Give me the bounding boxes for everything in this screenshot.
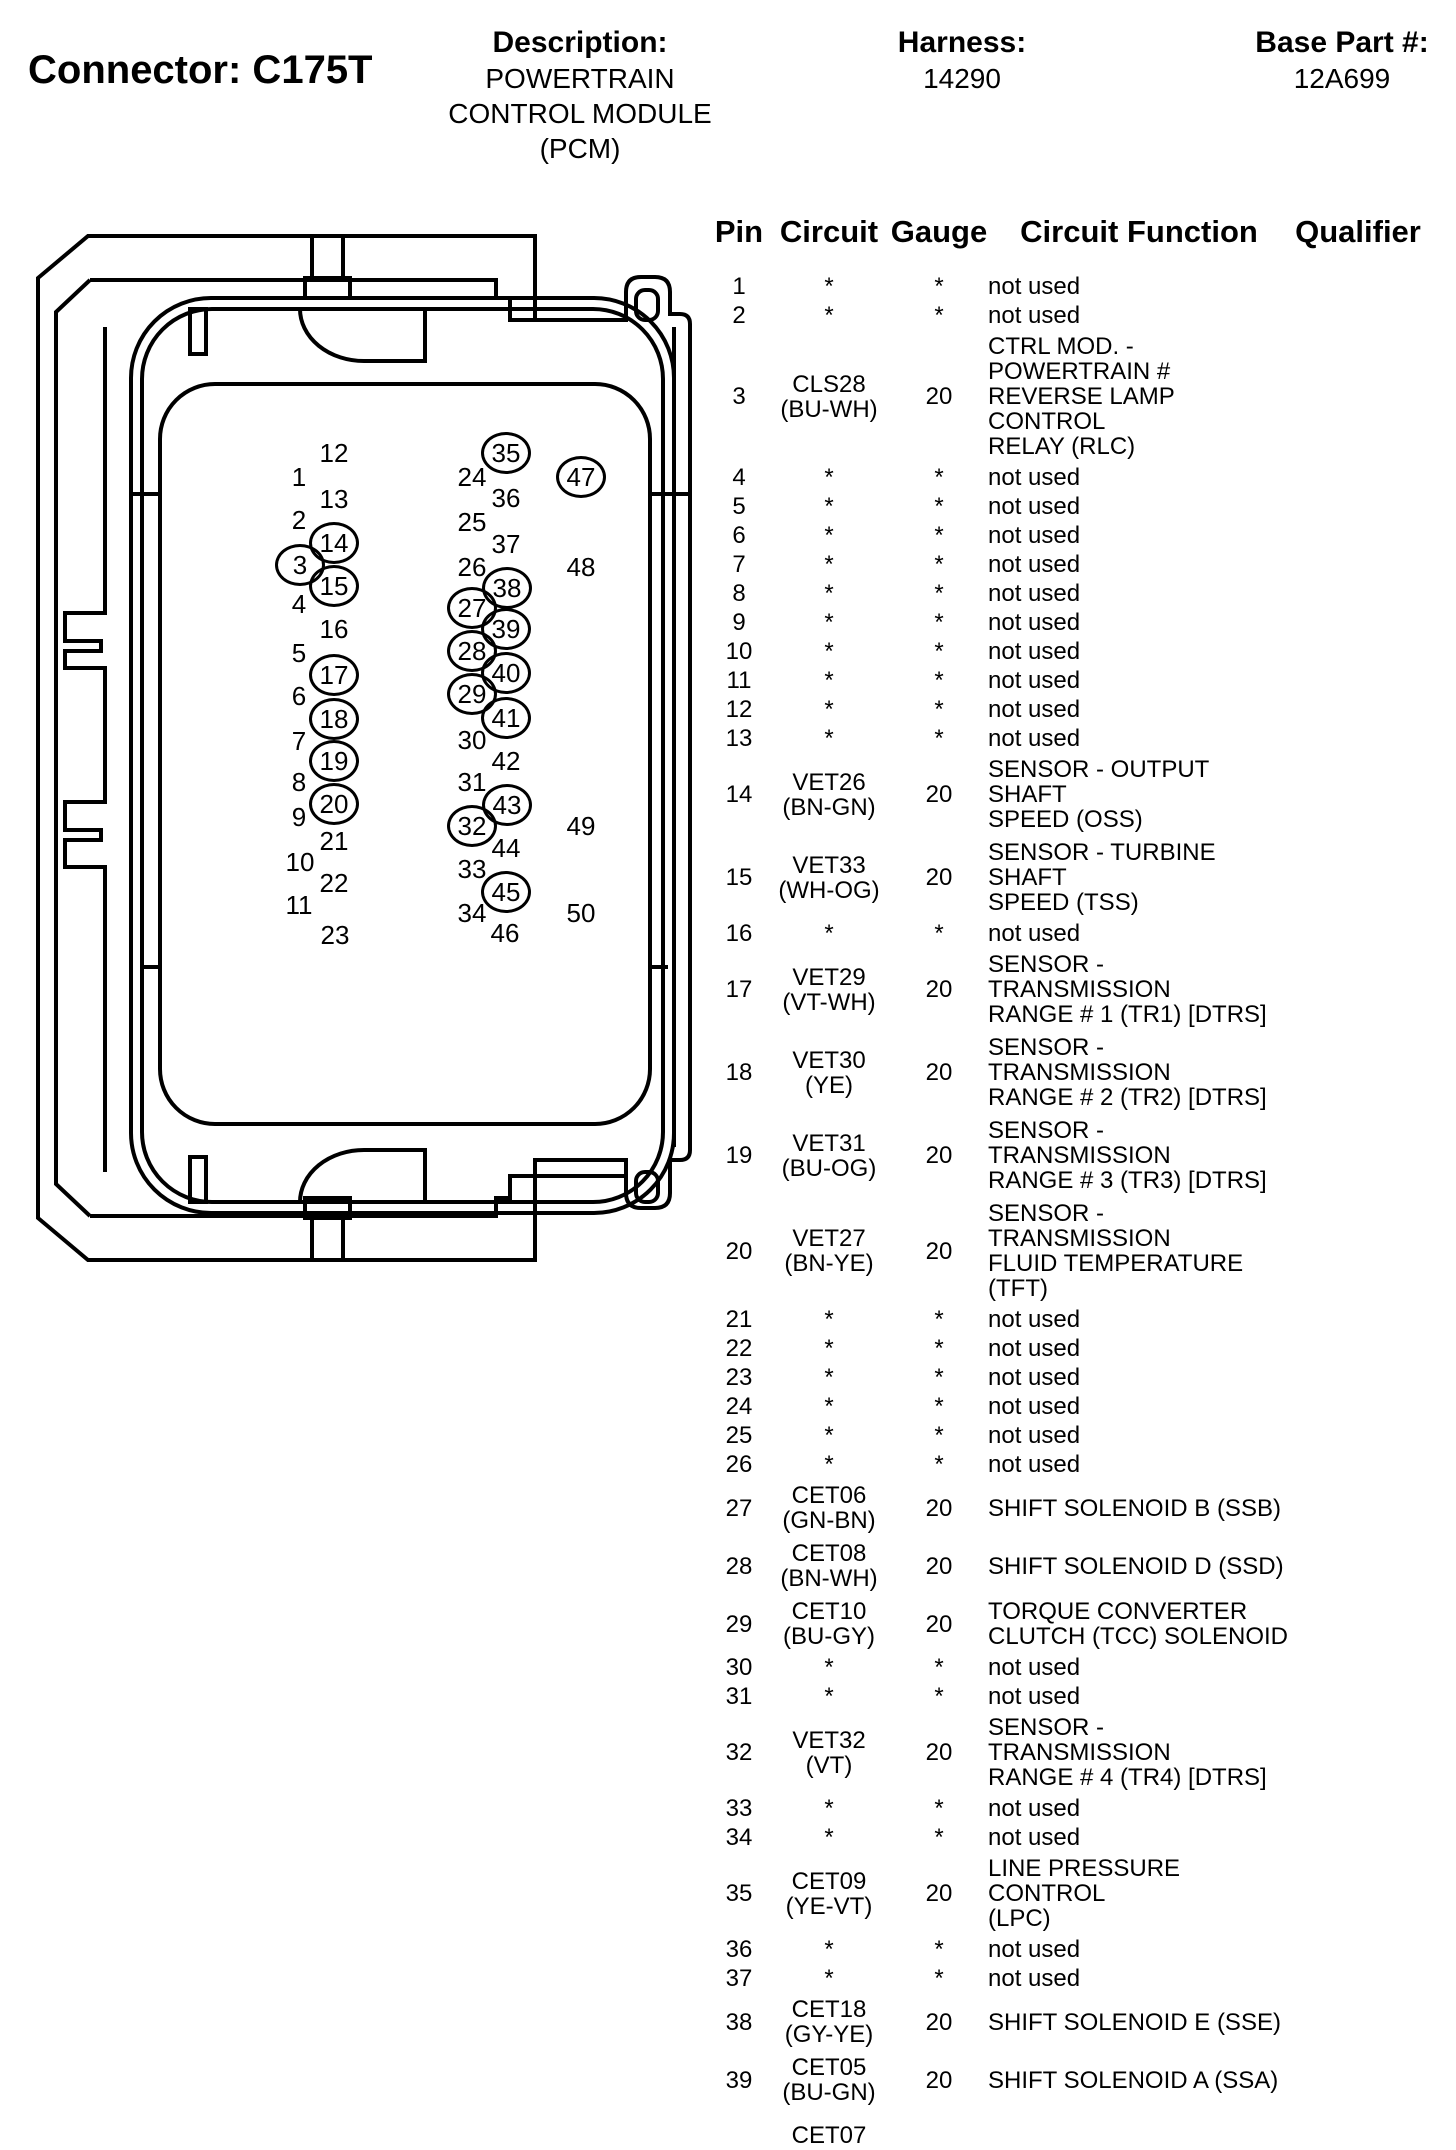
- diagram-pin-9: 9: [291, 802, 307, 832]
- pin-table-header: [710, 214, 1456, 250]
- diagram-pin-12: 12: [319, 438, 349, 468]
- function-cell: not used: [988, 1422, 1081, 1449]
- function-cell: not used: [988, 696, 1081, 723]
- diagram-pin-49: 49: [566, 811, 596, 841]
- diagram-pin-24: 24: [457, 462, 487, 492]
- table-row-pin-38: [710, 1993, 1456, 2051]
- circuit-cell: VET27 (BN-YE): [784, 1225, 874, 1277]
- function-cell: not used: [988, 273, 1081, 300]
- gauge-cell: 20: [925, 976, 953, 1003]
- function-cell: SHIFT SOLENOID B (SSB): [988, 1494, 1281, 1522]
- pin-cell: 35: [725, 1880, 753, 1907]
- circuit-cell: *: [824, 580, 834, 607]
- pin-cell: 24: [725, 1393, 753, 1420]
- table-row-pin-25: [710, 1421, 1456, 1450]
- function-cell: not used: [988, 302, 1081, 329]
- gauge-cell: *: [934, 725, 944, 752]
- pin-cell: 38: [725, 2008, 753, 2036]
- gauge-cell: *: [934, 551, 944, 578]
- page-title: Connector: C175T: [28, 48, 373, 92]
- diagram-pin-41: 41: [481, 697, 531, 739]
- pin-table-body: [710, 272, 1456, 2150]
- diagram-pin-10: 10: [285, 847, 315, 877]
- pin-cell: 25: [725, 1422, 753, 1449]
- pin-cell: 36: [725, 1936, 753, 1963]
- function-cell: not used: [988, 1393, 1081, 1420]
- function-cell: SENSOR - OUTPUT SHAFT SPEED (OSS): [988, 756, 1209, 833]
- column-header-gauge: Gauge: [890, 214, 988, 249]
- diagram-pin-2: 2: [291, 505, 307, 535]
- table-row-pin-3: [710, 330, 1456, 463]
- table-row-pin-7: [710, 550, 1456, 579]
- diagram-pin-4: 4: [291, 589, 307, 619]
- description-value-line1: POWERTRAIN: [485, 63, 675, 94]
- table-row-partial: [710, 2121, 1456, 2150]
- pin-cell: 13: [725, 725, 753, 752]
- pin-cell: 20: [725, 1237, 753, 1265]
- circuit-cell: *: [824, 551, 834, 578]
- function-cell: CTRL MOD. - POWERTRAIN # REVERSE LAMP CONTROL RELAY (RLC): [988, 333, 1175, 460]
- circuit-cell: CLS28 (BU-WH): [780, 370, 878, 423]
- function-cell: not used: [988, 638, 1081, 665]
- gauge-cell: *: [934, 1422, 944, 1449]
- table-row-pin-33: [710, 1794, 1456, 1823]
- diagram-pin-25: 25: [457, 507, 487, 537]
- base-part-label: Base Part #:: [1255, 26, 1429, 59]
- pin-cell: 17: [725, 976, 753, 1003]
- gauge-cell: *: [934, 696, 944, 723]
- pin-cell: 5: [732, 493, 746, 520]
- diagram-pin-21: 21: [319, 826, 349, 856]
- circuit-cell: *: [824, 1422, 834, 1449]
- circuit-cell: CET05 (BU-GN): [782, 2054, 876, 2106]
- connector-diagram: [28, 232, 693, 1267]
- table-row-pin-17: [710, 948, 1456, 1031]
- diagram-pin-19: 19: [309, 740, 359, 782]
- base-part-value: 12A699: [1293, 63, 1391, 94]
- harness-block: [862, 26, 1062, 95]
- pin-table: [710, 214, 1456, 2150]
- diagram-pin-6: 6: [291, 681, 307, 711]
- function-cell: SHIFT SOLENOID E (SSE): [988, 2008, 1281, 2036]
- diagram-pin-35: 35: [481, 432, 531, 474]
- circuit-cell: *: [824, 667, 834, 694]
- column-header-pin: Pin: [714, 214, 764, 249]
- table-row-pin-8: [710, 579, 1456, 608]
- gauge-cell: 20: [925, 781, 953, 808]
- diagram-pin-43: 43: [482, 784, 532, 826]
- table-row-pin-29: [710, 1595, 1456, 1653]
- pin-cell: 12: [725, 696, 753, 723]
- pin-cell: 32: [725, 1739, 753, 1766]
- diagram-pin-20: 20: [309, 783, 359, 825]
- gauge-cell: 20: [925, 1552, 953, 1580]
- pin-cell: 10: [725, 638, 753, 665]
- pin-cell: 23: [725, 1364, 753, 1391]
- diagram-pin-30: 30: [457, 725, 487, 755]
- outer-shell-outline: [38, 236, 690, 1260]
- table-row-pin-16: [710, 919, 1456, 948]
- table-row-pin-13: [710, 724, 1456, 753]
- circuit-cell: *: [824, 522, 834, 549]
- diagram-pin-8: 8: [291, 767, 307, 797]
- circuit-cell: *: [824, 609, 834, 636]
- pin-cell: 9: [732, 609, 746, 636]
- circuit-cell: *: [824, 1795, 834, 1822]
- table-row-pin-20: [710, 1197, 1456, 1305]
- gauge-cell: *: [934, 1824, 944, 1851]
- pin-cell: 31: [725, 1683, 753, 1710]
- pin-cell: 28: [725, 1552, 753, 1580]
- circuit-cell: *: [824, 1451, 834, 1478]
- function-cell: SENSOR - TRANSMISSION FLUID TEMPERATURE (TFT): [988, 1200, 1244, 1302]
- gauge-cell: *: [934, 493, 944, 520]
- diagram-pin-32: 32: [447, 805, 497, 847]
- gauge-cell: 20: [925, 1494, 953, 1522]
- pin-cell: 34: [725, 1824, 753, 1851]
- circuit-cell: CET09 (YE-VT): [785, 1867, 873, 1920]
- gauge-cell: *: [934, 1654, 944, 1681]
- pin-cell: 16: [725, 920, 753, 947]
- diagram-pin-17: 17: [309, 654, 359, 696]
- function-cell: not used: [988, 1364, 1081, 1391]
- function-cell: SENSOR - TRANSMISSION RANGE # 3 (TR3) [DTRS]: [988, 1117, 1267, 1194]
- diagram-pin-23: 23: [320, 920, 350, 950]
- table-row-pin-39: [710, 2051, 1456, 2109]
- circuit-cell: *: [824, 696, 834, 723]
- pin-cell: 19: [725, 1142, 753, 1169]
- function-cell: not used: [988, 464, 1081, 491]
- function-cell: LINE PRESSURE CONTROL (LPC): [988, 1855, 1181, 1932]
- description-value-line2: CONTROL MODULE: [448, 98, 712, 129]
- diagram-pin-11: 11: [285, 890, 313, 920]
- function-cell: not used: [988, 580, 1081, 607]
- function-cell: not used: [988, 1824, 1081, 1851]
- column-header-qualifier: Qualifier: [1295, 214, 1421, 249]
- diagram-pin-16: 16: [319, 614, 349, 644]
- base-part-block: [1232, 26, 1452, 95]
- function-cell: not used: [988, 667, 1081, 694]
- pin-cell: 33: [725, 1795, 753, 1822]
- gauge-cell: *: [934, 1965, 944, 1992]
- function-cell: SENSOR - TRANSMISSION RANGE # 1 (TR1) [DTRS]: [988, 951, 1267, 1028]
- gauge-cell: *: [934, 273, 944, 300]
- gauge-cell: *: [934, 580, 944, 607]
- gauge-cell: 20: [925, 1142, 953, 1169]
- description-value-line3: (PCM): [539, 133, 621, 164]
- gauge-cell: *: [934, 638, 944, 665]
- gauge-cell: 20: [925, 2008, 953, 2036]
- gauge-cell: *: [934, 1936, 944, 1963]
- diagram-pin-14: 14: [309, 522, 359, 564]
- gauge-cell: *: [934, 1364, 944, 1391]
- function-cell: SENSOR - TURBINE SHAFT SPEED (TSS): [988, 839, 1216, 916]
- circuit-cell: *: [824, 1683, 834, 1710]
- diagram-pin-29: 29: [447, 673, 497, 715]
- circuit-cell: VET32 (VT): [792, 1726, 866, 1779]
- diagram-pin-36: 36: [491, 483, 521, 513]
- circuit-cell: *: [824, 638, 834, 665]
- table-row-pin-24: [710, 1392, 1456, 1421]
- function-cell: not used: [988, 1335, 1081, 1362]
- circuit-cell: *: [824, 1654, 834, 1681]
- pin-cell: 2: [732, 302, 746, 329]
- function-cell: SENSOR - TRANSMISSION RANGE # 2 (TR2) [DTRS]: [988, 1034, 1267, 1111]
- gauge-cell: 20: [925, 383, 953, 410]
- function-cell: SHIFT SOLENOID D (SSD): [988, 1552, 1284, 1580]
- diagram-pin-50: 50: [566, 898, 596, 928]
- diagram-pin-38: 38: [482, 567, 532, 609]
- function-cell: not used: [988, 493, 1081, 520]
- function-cell: not used: [988, 1936, 1081, 1963]
- table-row-pin-14: [710, 753, 1456, 836]
- circuit-cell: CET10 (BU-GY): [783, 1598, 875, 1650]
- description-block: [430, 26, 730, 165]
- circuit-cell: *: [824, 1335, 834, 1362]
- gauge-cell: *: [934, 1683, 944, 1710]
- table-row-pin-32: [710, 1711, 1456, 1794]
- pin-cell: 14: [725, 781, 753, 808]
- circuit-cell: *: [824, 725, 834, 752]
- circuit-cell: *: [824, 273, 834, 300]
- table-row-pin-21: [710, 1305, 1456, 1334]
- table-row-pin-19: [710, 1114, 1456, 1197]
- function-cell: not used: [988, 1451, 1081, 1478]
- pin-cell: 39: [725, 2066, 753, 2094]
- circuit-cell: *: [824, 1824, 834, 1851]
- pin-cell: 15: [725, 864, 753, 891]
- pin-cell: 30: [725, 1654, 753, 1681]
- circuit-cell: *: [824, 920, 834, 947]
- circuit-cell: VET30 (YE): [792, 1046, 866, 1099]
- function-cell: SHIFT SOLENOID A (SSA): [988, 2066, 1279, 2094]
- circuit-cell: VET31 (BU-OG): [781, 1129, 877, 1182]
- diagram-pin-5: 5: [291, 638, 307, 668]
- circuit-cell: *: [824, 1936, 834, 1963]
- diagram-pin-34: 34: [457, 898, 487, 928]
- diagram-pin-37: 37: [491, 529, 521, 559]
- diagram-pin-13: 13: [319, 484, 349, 514]
- table-row-pin-23: [710, 1363, 1456, 1392]
- circuit-cell: CET07: [791, 2122, 867, 2149]
- pin-cell: 7: [732, 551, 746, 578]
- table-row-pin-15: [710, 836, 1456, 919]
- table-row-pin-18: [710, 1031, 1456, 1114]
- diagram-pin-33: 33: [457, 854, 487, 884]
- diagram-pin-28: 28: [447, 630, 497, 672]
- function-cell: TORQUE CONVERTER CLUTCH (TCC) SOLENOID: [988, 1598, 1289, 1650]
- circuit-cell: CET08 (BN-WH): [780, 1540, 878, 1592]
- gauge-cell: 20: [925, 1237, 953, 1265]
- pin-cell: 8: [732, 580, 746, 607]
- circuit-cell: *: [824, 1364, 834, 1391]
- circuit-cell: VET26 (BN-GN): [782, 768, 876, 821]
- table-row-pin-28: [710, 1537, 1456, 1595]
- harness-label: Harness:: [897, 26, 1027, 59]
- function-cell: not used: [988, 920, 1081, 947]
- pin-cell: 6: [732, 522, 746, 549]
- pin-cell: 4: [732, 464, 746, 491]
- table-row-pin-36: [710, 1935, 1456, 1964]
- pin-cell: 11: [726, 667, 752, 694]
- diagram-pin-15: 15: [309, 565, 359, 607]
- circuit-cell: *: [824, 1393, 834, 1420]
- table-row-pin-34: [710, 1823, 1456, 1852]
- gauge-cell: *: [934, 464, 944, 491]
- diagram-pin-3: 3: [275, 544, 325, 586]
- diagram-pin-1: 1: [291, 462, 307, 492]
- pin-cell: 18: [725, 1059, 753, 1086]
- gauge-cell: *: [934, 1306, 944, 1333]
- pin-cell: 37: [725, 1965, 753, 1992]
- diagram-pin-7: 7: [291, 726, 307, 756]
- circuit-cell: *: [824, 464, 834, 491]
- gauge-cell: *: [934, 302, 944, 329]
- table-row-pin-31: [710, 1682, 1456, 1711]
- table-row-pin-37: [710, 1964, 1456, 1993]
- diagram-pin-44: 44: [491, 833, 521, 863]
- description-label: Description:: [492, 26, 668, 59]
- gauge-cell: *: [934, 920, 944, 947]
- function-cell: not used: [988, 522, 1081, 549]
- circuit-cell: VET33 (WH-OG): [778, 851, 880, 904]
- pin-cell: 1: [732, 273, 746, 300]
- table-row-pin-11: [710, 666, 1456, 695]
- diagram-pin-18: 18: [309, 698, 359, 740]
- harness-value: 14290: [923, 63, 1001, 94]
- table-row-pin-22: [710, 1334, 1456, 1363]
- table-row-pin-10: [710, 637, 1456, 666]
- table-row-pin-4: [710, 463, 1456, 492]
- diagram-pin-46: 46: [490, 918, 520, 948]
- column-header-circuit: Circuit: [779, 214, 879, 249]
- pin-cell: 26: [725, 1451, 753, 1478]
- circuit-cell: CET18 (GY-YE): [784, 1996, 874, 2048]
- gauge-cell: 20: [925, 1059, 953, 1086]
- gauge-cell: 20: [925, 1610, 953, 1638]
- connector-outline-svg: [28, 232, 693, 1267]
- gauge-cell: 20: [925, 2066, 953, 2094]
- diagram-pin-26: 26: [457, 552, 487, 582]
- gauge-cell: 20: [925, 864, 953, 891]
- diagram-pin-48: 48: [566, 552, 596, 582]
- function-cell: SENSOR - TRANSMISSION RANGE # 4 (TR4) [DTRS]: [988, 1714, 1267, 1791]
- diagram-pin-31: 31: [457, 767, 487, 797]
- table-row-pin-35: [710, 1852, 1456, 1935]
- table-row-pin-5: [710, 492, 1456, 521]
- circuit-cell: VET29 (VT-WH): [782, 963, 876, 1016]
- table-row-pin-2: [710, 301, 1456, 330]
- circuit-cell: CET06 (GN-BN): [782, 1482, 876, 1534]
- column-header-function: Circuit Function: [1020, 214, 1258, 249]
- gauge-cell: *: [934, 609, 944, 636]
- gauge-cell: 20: [925, 1880, 953, 1907]
- table-row-pin-26: [710, 1450, 1456, 1479]
- pin-cell: 29: [725, 1610, 753, 1638]
- pin-cell: 21: [725, 1306, 753, 1333]
- pin-cell: 3: [732, 383, 746, 410]
- gauge-cell: *: [934, 667, 944, 694]
- circuit-cell: *: [824, 493, 834, 520]
- function-cell: not used: [988, 551, 1081, 578]
- function-cell: not used: [988, 1654, 1081, 1681]
- gauge-cell: *: [934, 1335, 944, 1362]
- pin-cell: 27: [725, 1494, 753, 1522]
- circuit-cell: *: [824, 1965, 834, 1992]
- circuit-cell: *: [824, 302, 834, 329]
- table-row-pin-6: [710, 521, 1456, 550]
- table-row-pin-30: [710, 1653, 1456, 1682]
- function-cell: not used: [988, 1683, 1081, 1710]
- diagram-pin-40: 40: [481, 652, 531, 694]
- diagram-pin-27: 27: [447, 587, 497, 629]
- function-cell: not used: [988, 609, 1081, 636]
- gauge-cell: *: [934, 522, 944, 549]
- diagram-pin-22: 22: [319, 868, 349, 898]
- diagram-pin-45: 45: [481, 871, 531, 913]
- pin-cell: 22: [725, 1335, 753, 1362]
- gauge-cell: *: [934, 1795, 944, 1822]
- diagram-pin-42: 42: [491, 746, 521, 776]
- function-cell: not used: [988, 725, 1081, 752]
- gauge-cell: *: [934, 1451, 944, 1478]
- gauge-cell: 20: [925, 1739, 953, 1766]
- function-cell: not used: [988, 1795, 1081, 1822]
- diagram-pin-47: 47: [556, 456, 606, 498]
- function-cell: not used: [988, 1306, 1081, 1333]
- table-row-pin-27: [710, 1479, 1456, 1537]
- table-row-pin-9: [710, 608, 1456, 637]
- gauge-cell: *: [934, 1393, 944, 1420]
- circuit-cell: *: [824, 1306, 834, 1333]
- diagram-pin-39: 39: [481, 608, 531, 650]
- function-cell: not used: [988, 1965, 1081, 1992]
- table-row-pin-1: [710, 272, 1456, 301]
- table-row-pin-12: [710, 695, 1456, 724]
